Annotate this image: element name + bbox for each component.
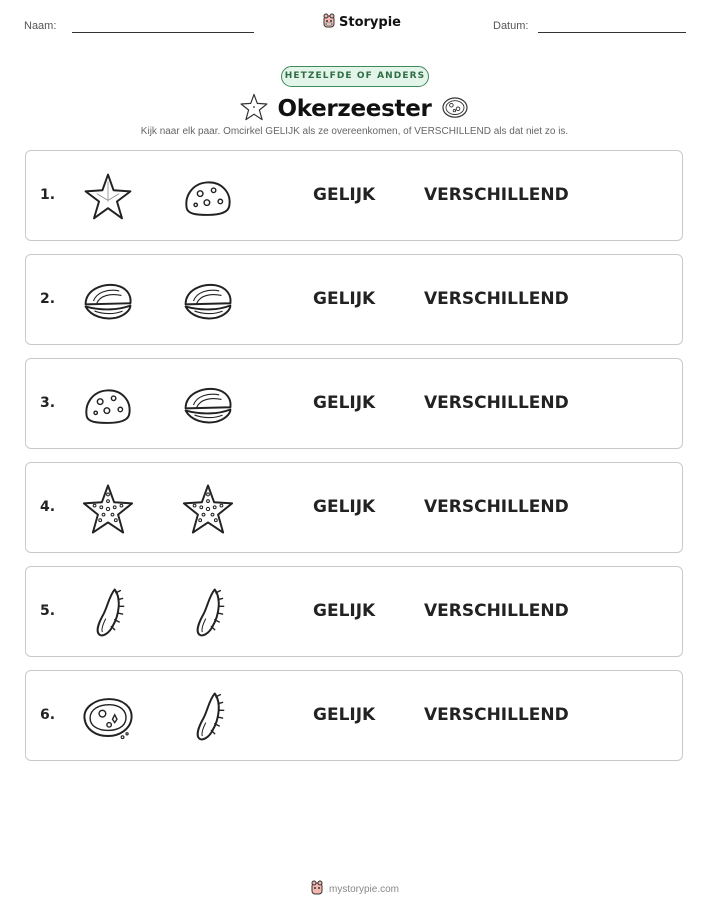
brand-logo <box>322 13 401 32</box>
worksheet-type-badge: HETZELFDE OF ANDERS <box>281 66 429 87</box>
sea-anemone-icon <box>440 92 470 126</box>
option-different[interactable]: VERSCHILLEND <box>424 393 569 413</box>
sea-sponge-icon <box>80 377 136 433</box>
exercise-row <box>25 462 683 553</box>
option-same[interactable]: GELIJK <box>313 705 376 725</box>
option-same[interactable]: GELIJK <box>313 289 376 309</box>
footer-url: mystorypie.com <box>328 884 399 895</box>
option-different[interactable]: VERSCHILLEND <box>424 601 569 621</box>
clam-icon <box>180 273 236 329</box>
option-different[interactable]: VERSCHILLEND <box>424 705 569 725</box>
date-line[interactable] <box>538 32 686 33</box>
clam-icon <box>180 377 236 433</box>
page-title: Okerzeester <box>277 96 432 122</box>
sea-cucumber-icon <box>180 689 236 745</box>
sea-cucumber-icon <box>80 585 136 641</box>
starfish-icon <box>80 169 136 225</box>
dotted-starfish-icon <box>80 481 136 537</box>
footer <box>0 880 709 899</box>
dotted-starfish-icon <box>180 481 236 537</box>
exercise-row <box>25 254 683 345</box>
exercise-row <box>25 566 683 657</box>
name-label: Naam: <box>24 20 57 32</box>
title-row <box>0 92 709 126</box>
name-line[interactable] <box>72 32 254 33</box>
storypie-logo-icon <box>322 13 336 32</box>
clam-icon <box>80 273 136 329</box>
exercise-row <box>25 150 683 241</box>
sea-anemone-icon <box>80 689 136 745</box>
row-number: 4. <box>40 499 56 515</box>
exercise-row <box>25 358 683 449</box>
starfish-outline-icon <box>239 92 269 126</box>
option-same[interactable]: GELIJK <box>313 497 376 517</box>
option-same[interactable]: GELIJK <box>313 185 376 205</box>
row-number: 1. <box>40 187 56 203</box>
sea-cucumber-icon <box>180 585 236 641</box>
option-same[interactable]: GELIJK <box>313 393 376 413</box>
row-number: 3. <box>40 395 56 411</box>
sea-sponge-icon <box>180 169 236 225</box>
row-number: 2. <box>40 291 56 307</box>
row-number: 5. <box>40 603 56 619</box>
row-number: 6. <box>40 707 56 723</box>
option-same[interactable]: GELIJK <box>313 601 376 621</box>
exercise-row <box>25 670 683 761</box>
storypie-logo-icon <box>310 880 324 899</box>
option-different[interactable]: VERSCHILLEND <box>424 289 569 309</box>
option-different[interactable]: VERSCHILLEND <box>424 185 569 205</box>
brand-name: Storypie <box>339 15 401 30</box>
date-label: Datum: <box>493 20 529 32</box>
instructions: Kijk naar elk paar. Omcirkel GELIJK als ze overeenkomen, of VERSCHILLEND als dat niet zo is. <box>140 126 569 137</box>
option-different[interactable]: VERSCHILLEND <box>424 497 569 517</box>
